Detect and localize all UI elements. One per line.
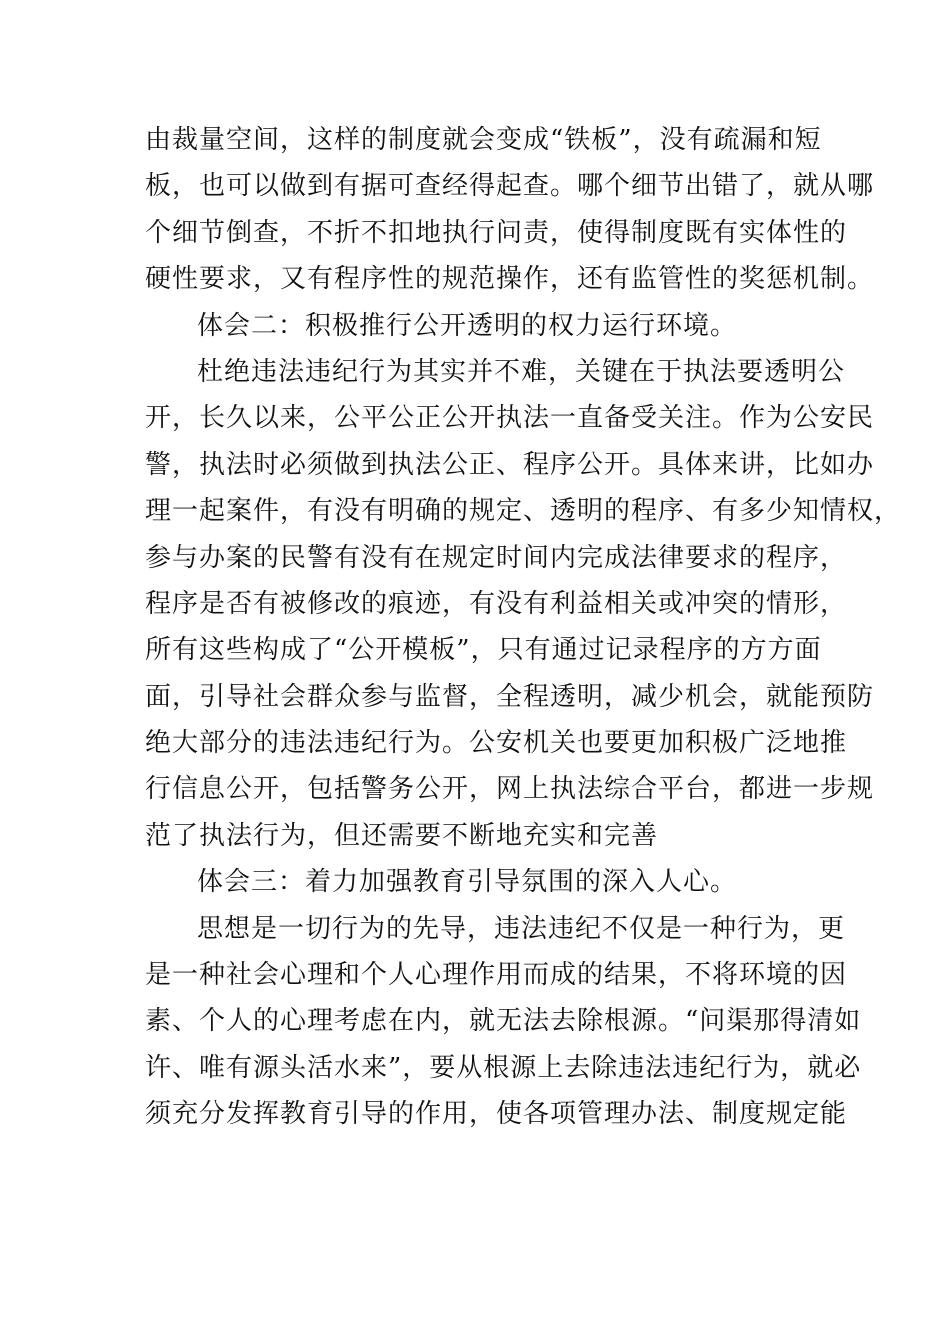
- section-heading-3: 体会三：着力加强教育引导氛围的深入人心。: [197, 867, 738, 898]
- text-line: 个细节倒查，不折不扣地执行问责，使得制度既有实体性的: [145, 217, 848, 248]
- text-line: 素、个人的心理考虑在内，就无法去除根源。“问渠那得清如: [145, 1006, 862, 1037]
- text-line: 开，长久以来，公平公正公开执法一直备受关注。作为公安民: [145, 403, 875, 434]
- text-line: 板，也可以做到有据可查经得起查。哪个细节出错了，就从哪: [145, 171, 875, 202]
- text-line: 由裁量空间，这样的制度就会变成“铁板”，没有疏漏和短: [145, 125, 822, 155]
- text-line: 须充分发挥教育引导的作用，使各项管理办法、制度规定能: [145, 1099, 848, 1130]
- text-line: 思想是一切行为的先导，违法违纪不仅是一种行为，更: [197, 913, 846, 944]
- body-text: [145, 117, 902, 1138]
- text-line: 面，引导社会群众参与监督，全程透明，减少机会，就能预防: [145, 681, 875, 712]
- text-line: 是一种社会心理和个人心理作用而成的结果，不将环境的因: [145, 960, 848, 991]
- text-line: 程序是否有被修改的痕迹，有没有利益相关或冲突的情形，: [145, 588, 848, 619]
- text-line: 范了执法行为，但还需要不断地充实和完善: [145, 820, 659, 851]
- text-line: 警，执法时必须做到执法公正、程序公开。具体来讲，比如办: [145, 449, 875, 480]
- text-line: 许、唯有源头活水来”，要从根源上去除违法违纪行为，就必: [145, 1052, 862, 1083]
- text-line: 硬性要求，又有程序性的规范操作，还有监管性的奖惩机制。: [145, 264, 875, 295]
- text-line: 杜绝违法违纪行为其实并不难，关键在于执法要透明公: [197, 356, 846, 387]
- section-heading-2: 体会二：积极推行公开透明的权力运行环境。: [197, 310, 738, 341]
- text-line: 参与办案的民警有没有在规定时间内完成法律要求的程序，: [145, 542, 848, 573]
- text-line: 绝大部分的违法违纪行为。公安机关也要更加积极广泛地推: [145, 728, 848, 759]
- text-line: 行信息公开，包括警务公开，网上执法综合平台，都进一步规: [145, 774, 875, 805]
- text-line: 理一起案件，有没有明确的规定、透明的程序、有多少知情权，: [145, 496, 902, 527]
- text-line: 所有这些构成了“公开模板”，只有通过记录程序的方方面: [145, 635, 822, 666]
